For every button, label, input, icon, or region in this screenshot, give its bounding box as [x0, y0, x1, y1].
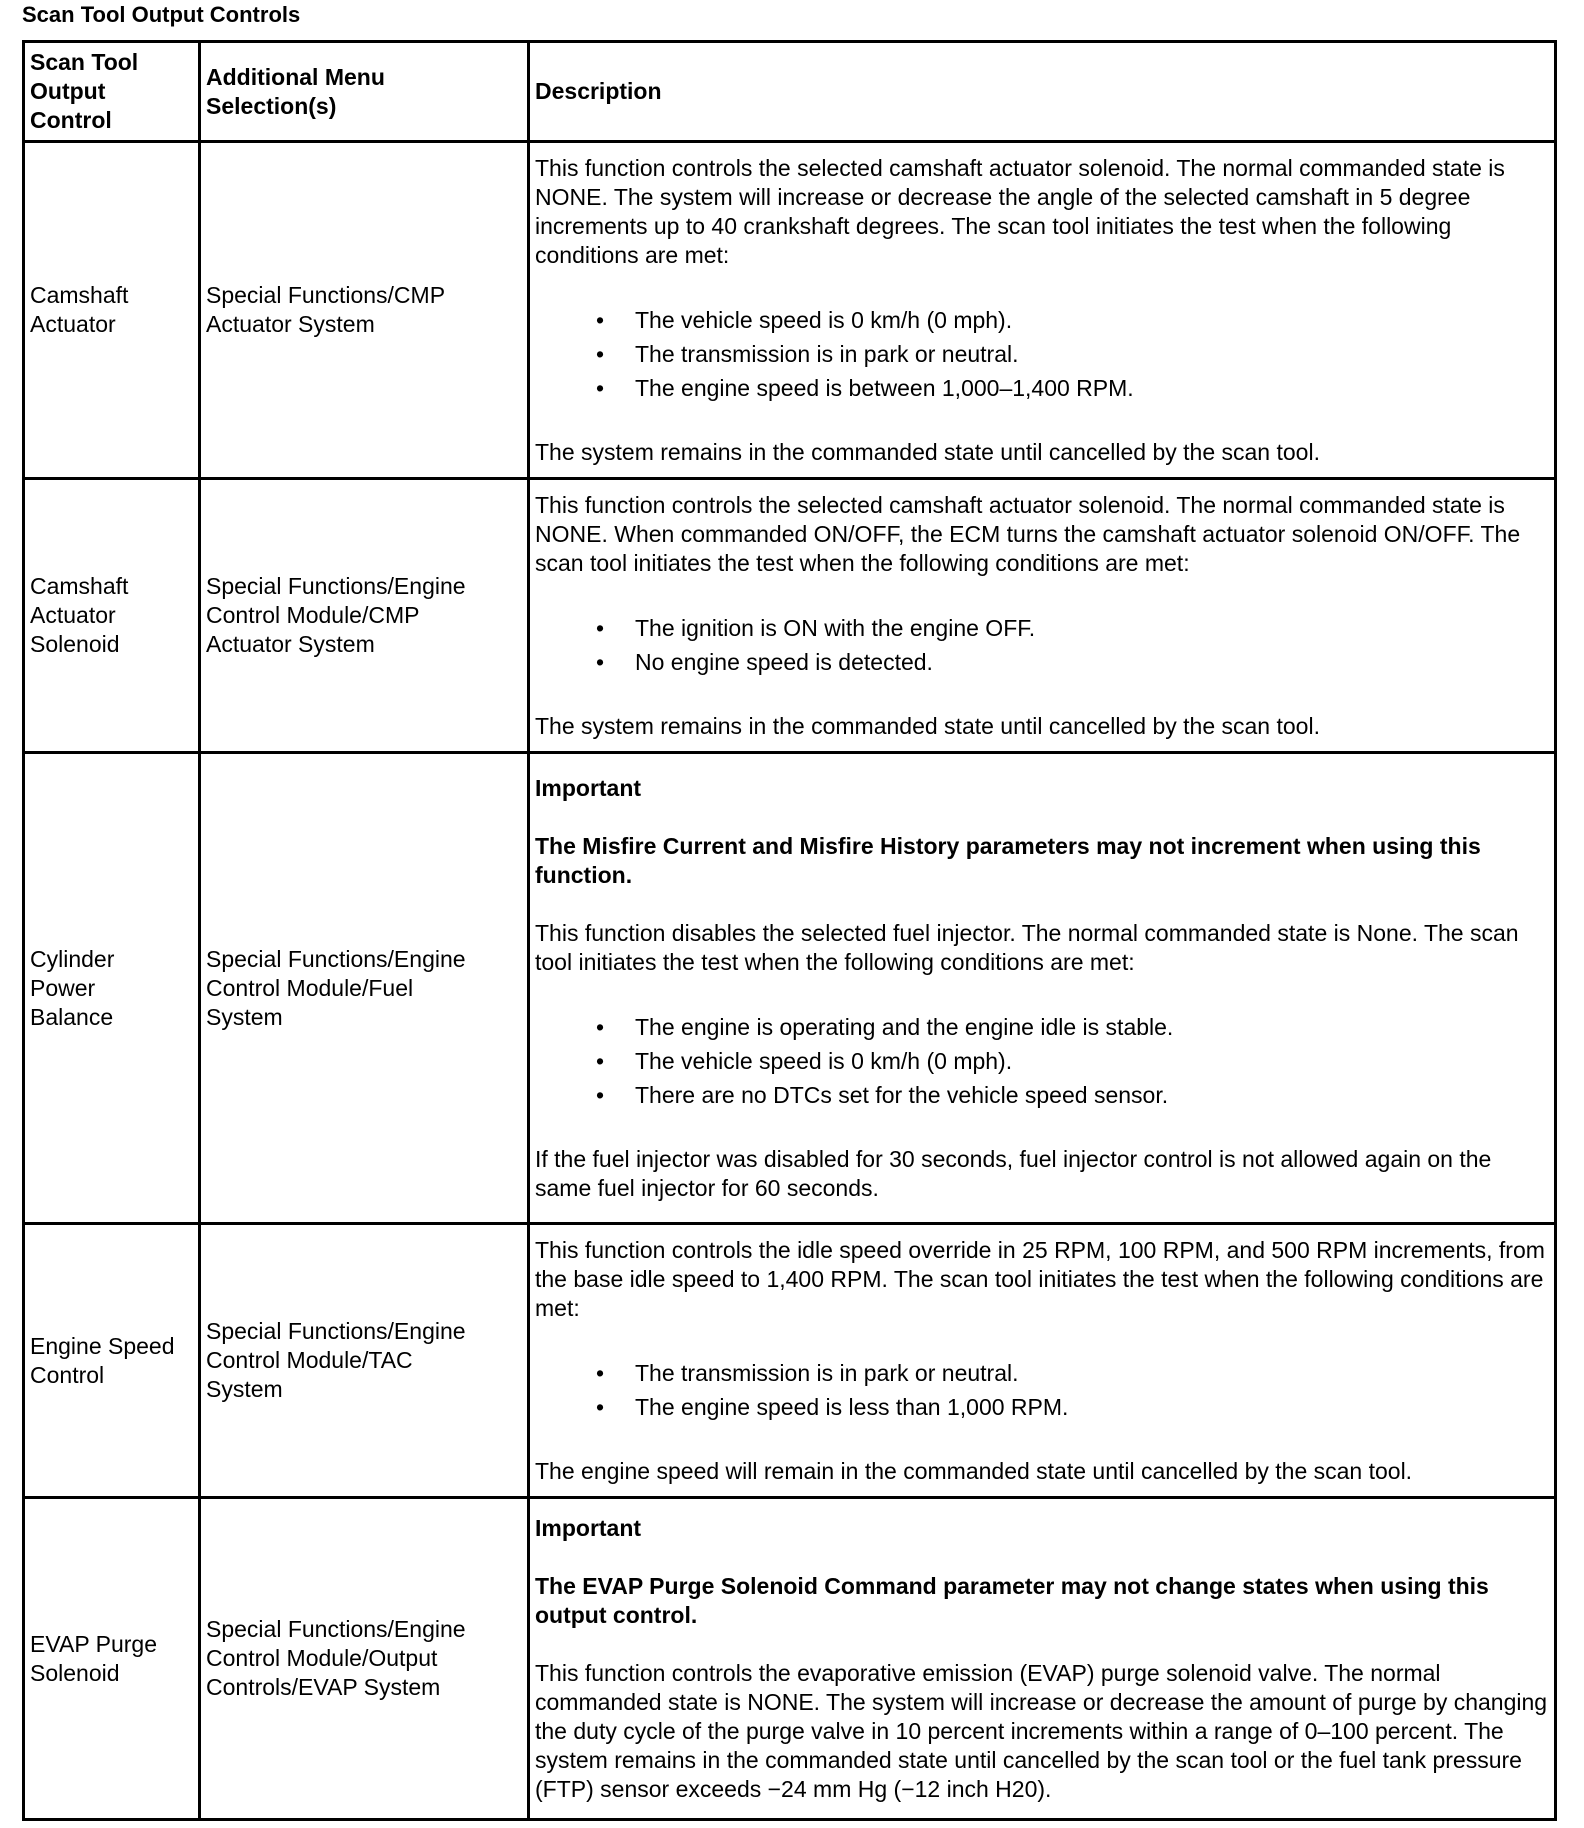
header-scan-tool-output-control: Scan Tool Output Control	[24, 42, 200, 142]
description-intro: This function controls the selected camshaft actuator solenoid. The normal commanded state is NONE. When commanded ON/OFF, the ECM turns the camshaft actuator solenoid ON/OFF. The scan tool initiates the test when the following conditions are met:	[535, 491, 1521, 576]
important-text: The Misfire Current and Misfire History parameters may not increment when using this function.	[535, 832, 1481, 888]
description-closing: If the fuel injector was disabled for 30 seconds, fuel injector control is not allowed again on the same fuel injector for 60 seconds.	[535, 1145, 1492, 1201]
conditions-list	[535, 303, 1549, 405]
header-additional-menu-selections: Additional Menu Selection(s)	[200, 42, 529, 142]
list-item: • The vehicle speed is 0 km/h (0 mph).	[595, 306, 1013, 333]
output-controls-table	[22, 40, 1557, 1821]
control-cell: Engine Speed Control	[24, 1224, 200, 1498]
description-intro: This function controls the evaporative emission (EVAP) purge solenoid valve. The normal commanded state is NONE. The system will increase or decrease the amount of purge by changing the duty cycle of the purge valve in 10 percent increments within a range of 0–100 percent. The system remains in the commanded state until cancelled by the scan tool or the fuel tank pressure (FTP) sensor exceeds −24 mm Hg (−12 inch H20).	[535, 1659, 1548, 1802]
table-row	[24, 1498, 1556, 1820]
page-title: Scan Tool Output Controls	[22, 2, 301, 27]
header-description: Description	[529, 42, 1556, 142]
description-cell	[529, 753, 1556, 1224]
conditions-list	[535, 611, 1549, 679]
list-item: • The engine speed is less than 1,000 RPM.	[595, 1393, 1069, 1420]
menu-cell: Special Functions/Engine Control Module/Fuel System	[200, 753, 529, 1224]
menu-cell: Special Functions/Engine Control Module/Output Controls/EVAP System	[200, 1498, 529, 1820]
important-label: Important	[535, 774, 642, 801]
control-cell: EVAP Purge Solenoid	[24, 1498, 200, 1820]
table-row	[24, 1224, 1556, 1498]
description-cell	[529, 479, 1556, 753]
control-cell: Camshaft Actuator Solenoid	[24, 479, 200, 753]
description-closing: The system remains in the commanded state until cancelled by the scan tool.	[535, 438, 1320, 465]
important-label: Important	[535, 1514, 642, 1541]
list-item: • The ignition is ON with the engine OFF.	[595, 614, 1036, 641]
description-cell	[529, 1498, 1556, 1820]
list-item: • The transmission is in park or neutral.	[595, 1359, 1019, 1386]
list-item: • The vehicle speed is 0 km/h (0 mph).	[595, 1047, 1013, 1074]
description-intro: This function controls the idle speed override in 25 RPM, 100 RPM, and 500 RPM increments, from the base idle speed to 1,400 RPM. The scan tool initiates the test when the following conditions are met:	[535, 1236, 1545, 1321]
table-row	[24, 479, 1556, 753]
conditions-list	[535, 1356, 1549, 1424]
important-text: The EVAP Purge Solenoid Command parameter may not change states when using this output control.	[535, 1572, 1489, 1628]
menu-cell: Special Functions/CMP Actuator System	[200, 142, 529, 479]
list-item: • No engine speed is detected.	[595, 648, 933, 675]
control-cell: Camshaft Actuator	[24, 142, 200, 479]
description-closing: The engine speed will remain in the commanded state until cancelled by the scan tool.	[535, 1457, 1413, 1484]
list-item: • There are no DTCs set for the vehicle speed sensor.	[595, 1081, 1169, 1108]
table-row	[24, 142, 1556, 479]
menu-cell: Special Functions/Engine Control Module/CMP Actuator System	[200, 479, 529, 753]
description-intro: This function disables the selected fuel injector. The normal commanded state is None. The scan tool initiates the test when the following conditions are met:	[535, 919, 1519, 975]
list-item: • The engine speed is between 1,000–1,400 RPM.	[595, 374, 1134, 401]
description-intro: This function controls the selected camshaft actuator solenoid. The normal commanded state is NONE. The system will increase or decrease the angle of the selected camshaft in 5 degree increments up to 40 crankshaft degrees. The scan tool initiates the test when the following conditions are met:	[535, 154, 1505, 268]
description-cell	[529, 142, 1556, 479]
description-closing: The system remains in the commanded state until cancelled by the scan tool.	[535, 712, 1320, 739]
control-cell: Cylinder Power Balance	[24, 753, 200, 1224]
table-header-row	[24, 42, 1556, 142]
list-item: • The engine is operating and the engine idle is stable.	[595, 1013, 1174, 1040]
conditions-list	[535, 1010, 1549, 1112]
list-item: • The transmission is in park or neutral.	[595, 340, 1019, 367]
table-row	[24, 753, 1556, 1224]
menu-cell: Special Functions/Engine Control Module/TAC System	[200, 1224, 529, 1498]
description-cell	[529, 1224, 1556, 1498]
